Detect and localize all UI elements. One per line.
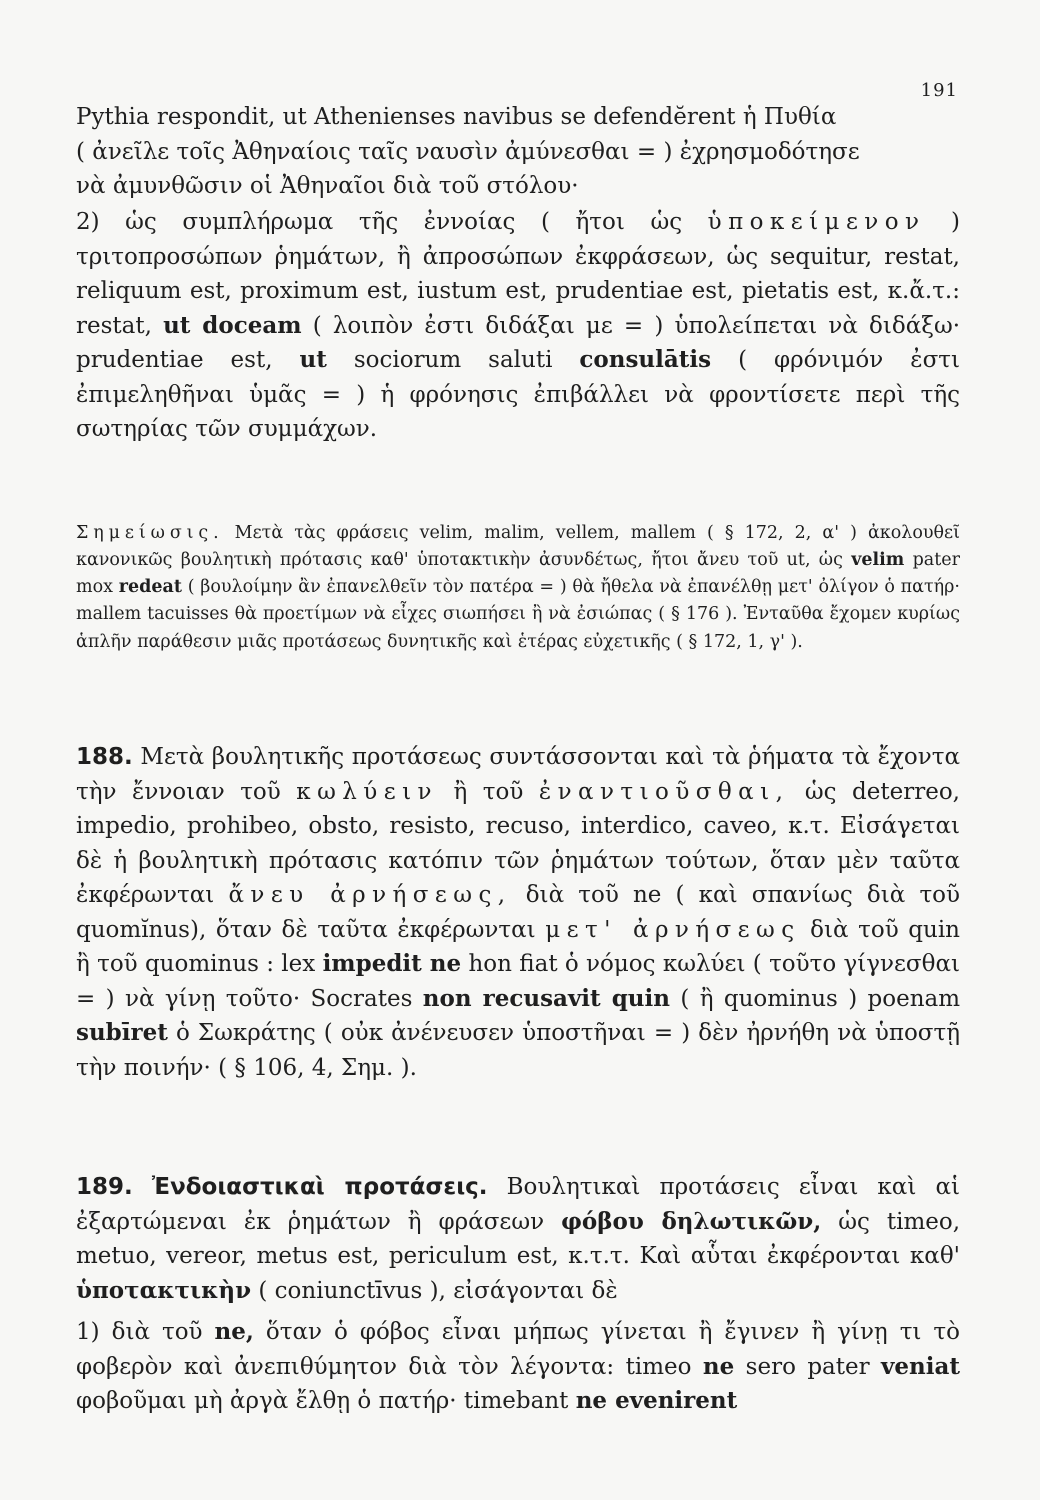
bold-term: consulātis (579, 346, 712, 373)
text-line: Pythia respondit, ut Athenienses navibus se defendĕrent ἡ Πυθία (76, 104, 837, 130)
bold-term: ne, (214, 1318, 254, 1345)
section-188 (76, 740, 960, 1085)
section-189 (76, 1170, 960, 1308)
bold-term: ut doceam (163, 311, 302, 339)
spaced-term: ὑποκείμενον (707, 209, 926, 235)
section-title: Ἐνδοιαστικαὶ προτάσεις. (151, 1174, 488, 1200)
bold-term: ut (299, 346, 327, 373)
bold-term: ne evenirent (575, 1387, 738, 1414)
page-number: 191 (920, 80, 958, 101)
section-188-text: 188. Μετὰ βουλητικῆς προτάσεως συντάσσονται καὶ τὰ ῥήματα τὰ ἔχοντα τὴν ἔννοιαν τοῦ κωλύειν ἢ τοῦ ἐναντιοῦσθαι, ὡς deterreo, impedio, prohibeo, obsto, resisto, recuso, interdico, caveo, κ.τ. Εἰσάγεται δὲ ἡ βουλητικὴ πρότασις κατόπιν τῶν ῥημάτων τούτων, ὅταν μὲν ταῦτα ἐκφέρωνται ἄνευ ἀρνήσεως, διὰ τοῦ ne ( καὶ σπανίως διὰ τοῦ quomĭnus), ὅταν δὲ ταῦτα ἐκφέρωνται μετ' ἀρνήσεως διὰ τοῦ quin ἢ τοῦ quominus : lex impedit ne hon fiat ὁ νόμος κωλύει ( τοῦτο γίγνεσθαι = ) νὰ γίνῃ τοῦτο· Socrates non recusavit quin ( ἢ quominus ) poenam subīret ὁ Σωκράτης ( οὐκ ἀνένευσεν ὑποστῆναι = ) δὲν ἠρνήθη νὰ ὑποστῇ τὴν ποινήν· ( § 106, 4, Σημ. ). (76, 744, 961, 1081)
item-1-paragraph (76, 1315, 960, 1419)
bold-term: subīret (76, 1019, 168, 1046)
item-2-paragraph (76, 205, 960, 447)
top-paragraph (76, 100, 960, 204)
text-line: νὰ ἀμυνθῶσιν οἱ Ἀθηναῖοι διὰ τοῦ στόλου· (76, 173, 579, 199)
bold-term: ne (702, 1352, 735, 1380)
text-line: ( ἀνεῖλε τοῖς Ἀθηναίοις ταῖς ναυσὶν ἀμύνεσθαι = ) ἐχρησμοδότησε (76, 138, 860, 165)
bold-term: non recusavit quin (422, 984, 670, 1012)
spaced-term: κωλύειν (296, 778, 438, 805)
bold-term: ὑποτακτικὴν (76, 1276, 252, 1304)
note-text: Σημείωσις. Μετὰ τὰς φράσεις velim, malim, vellem, mallem ( § 172, 2, α' ) ἀκολουθεῖ κανονικῶς βουλητικὴ πρότασις καθ' ὑποτακτικὴν ἀσυνδέτως, ἤτοι ἄνευ τοῦ ut, ὡς velim pater mox redeat ( βουλοίμην ἂν ἐπανελθεῖν τὸν πατέρα = ) θὰ ἤθελα νὰ ἐπανέλθῃ μετ' ὀλίγον ὁ πατήρ· mallem tacuisses θὰ προετίμων νὰ εἶχες σιωπήσει ἢ νὰ ἐσιώπας ( § 176 ). Ἐνταῦθα ἔχομεν κυρίως ἁπλῆν παράθεσιν μιᾶς προτάσεως δυνητικῆς καὶ ἑτέρας εὐχετικῆς ( § 172, 1, γ' ). (76, 523, 960, 652)
note-label: Σημείωσις. (76, 523, 224, 543)
spaced-term: ἐναντιοῦσθαι, (538, 778, 790, 805)
section-number: 188. (76, 744, 133, 770)
bold-term: redeat (118, 577, 182, 598)
section-number: 189. (76, 1174, 133, 1200)
spaced-term: μετ' ἀρνήσεως (545, 916, 801, 943)
bold-term: veniat (881, 1352, 961, 1380)
spaced-term: ἄνευ ἀρνήσεως, (228, 882, 512, 908)
item-1-text: 1) διὰ τοῦ ne, ὅταν ὁ φόβος εἶναι μήπως γίνεται ἢ ἔγινεν ἢ γίνῃ τι τὸ φοβερὸν καὶ ἀνεπιθύμητον διὰ τὸν λέγοντα: timeo ne sero pater veniat φοβοῦμαι μὴ ἀργὰ ἔλθῃ ὁ πατήρ· timebant ne evenirent (76, 1318, 961, 1414)
item-2-text: 2) ὡς συμπλήρωμα τῆς ἐννοίας ( ἤτοι ὡς ὑποκείμενον ) τριτοπροσώπων ῥημάτων, ἢ ἀπροσώπων ἐκφράσεων, ὡς sequitur, restat, reliquum est, proximum est, iustum est, prudentiae est, pietatis est, κ.ἄ.τ.: restat, ut doceam ( λοιπὸν ἐστι διδάξαι με = ) ὑπολείπεται νὰ διδάξω· prudentiae est, ut sociorum saluti consulātis ( φρόνιμόν ἐστι ἐπιμεληθῆναι ὑμᾶς = ) ἡ φρόνησις ἐπιβάλλει νὰ φροντίσετε περὶ τῆς σωτηρίας τῶν συμμάχων. (76, 209, 961, 442)
bold-term: impedit ne (322, 950, 462, 977)
section-189-text: 189. Ἐνδοιαστικαὶ προτάσεις. Βουλητικαὶ προτάσεις εἶναι καὶ αἱ ἐξαρτώμεναι ἐκ ῥημάτων ἢ φράσεων φόβου δηλωτικῶν, ὡς timeo, metuo, vereor, metus est, periculum est, κ.τ.τ. Καὶ αὗται ἐκφέρονται καθ' ὑποτακτικὴν ( coniunctīvus ), εἰσάγονται δὲ (76, 1174, 961, 1304)
bold-term: φόβου δηλωτικῶν, (561, 1207, 822, 1235)
bold-term: velim (851, 550, 905, 571)
note-paragraph (76, 520, 960, 656)
